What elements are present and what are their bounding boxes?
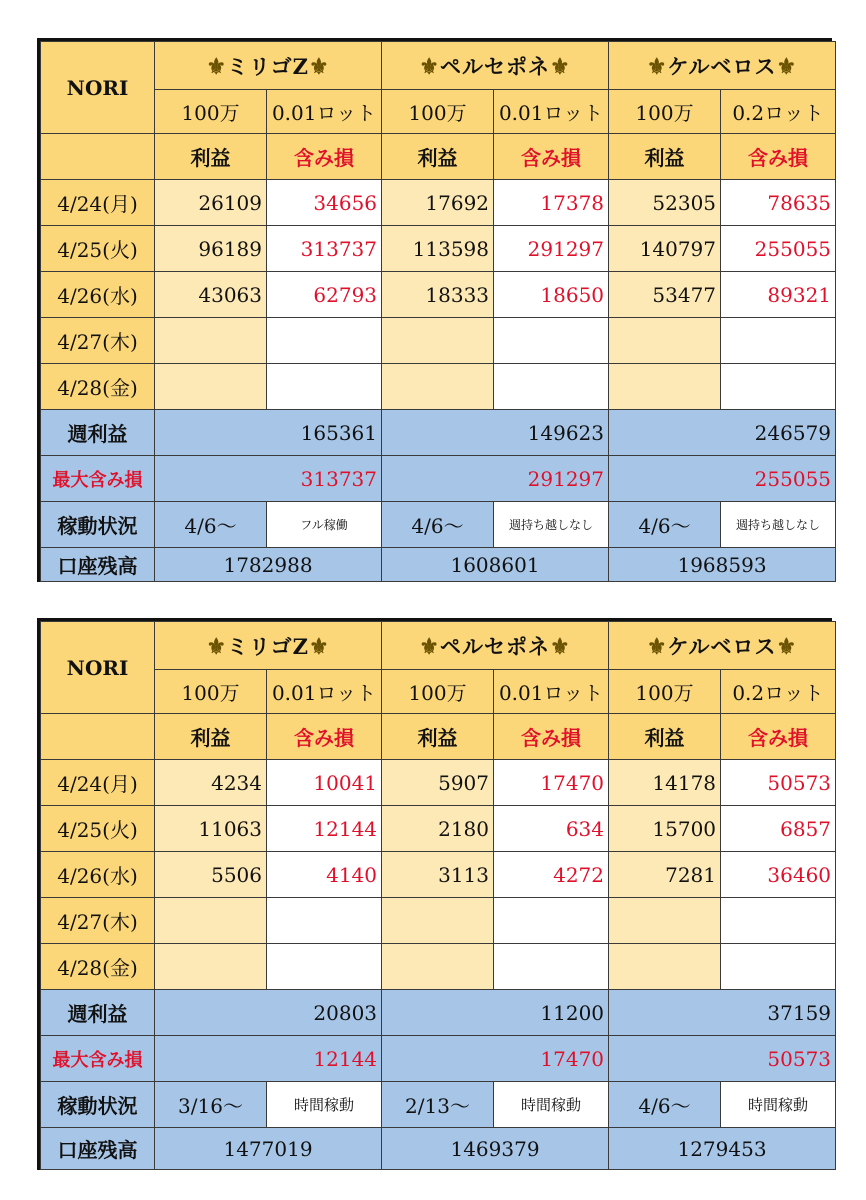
loss-cell: 34656 [267,180,382,226]
date-cell: 4/25(火) [41,226,155,272]
status-row [41,502,836,548]
date-cell: 4/28(金) [41,944,155,990]
status-since: 4/6～ [609,502,721,548]
profit-cell [609,944,721,990]
loss-cell [267,944,382,990]
loss-cell [494,898,609,944]
owner-label: NORI [41,622,155,714]
max-loss-label: 最大含み損 [41,1036,155,1082]
profit-cell [155,318,267,364]
date-cell: 4/27(木) [41,318,155,364]
status-since: 4/6～ [382,502,494,548]
status-note: 週持ち越しなし [721,502,836,548]
date-cell: 4/27(木) [41,898,155,944]
loss-cell [267,898,382,944]
status-since: 4/6～ [609,1082,721,1128]
sparkle-icon: ⚜ [646,53,668,80]
loss-cell: 17470 [494,760,609,806]
system-name-cell [382,42,609,90]
lot-cell: 0.01ロット [267,90,382,134]
loss-cell [267,318,382,364]
header-blank [41,134,155,180]
weekly-profit-label: 週利益 [41,410,155,456]
max-loss-label: 最大含み損 [41,456,155,502]
loss-cell: 17378 [494,180,609,226]
status-since: 2/13～ [382,1082,494,1128]
max-loss-row [41,456,836,502]
loss-header: 含み損 [721,134,836,180]
sparkle-icon: ⚜ [776,53,798,80]
date-cell: 4/26(水) [41,272,155,318]
table-row [41,364,836,410]
capital-cell: 100万 [382,670,494,714]
profit-header: 利益 [609,134,721,180]
balance-value: 1968593 [609,548,836,582]
sparkle-icon: ⚜ [550,53,571,80]
loss-cell: 62793 [267,272,382,318]
date-cell: 4/26(水) [41,852,155,898]
date-cell: 4/24(月) [41,180,155,226]
loss-cell: 4272 [494,852,609,898]
weekly-profit-row [41,410,836,456]
system-name: ミリゴZ [227,53,309,79]
profit-cell: 113598 [382,226,494,272]
loss-header: 含み損 [267,714,382,760]
profit-header: 利益 [609,714,721,760]
loss-header: 含み損 [494,134,609,180]
loss-header: 含み損 [494,714,609,760]
status-note: 時間稼動 [267,1082,382,1128]
loss-cell: 89321 [721,272,836,318]
lot-cell: 0.01ロット [494,670,609,714]
profit-cell [382,898,494,944]
capital-cell: 100万 [155,90,267,134]
profit-cell: 17692 [382,180,494,226]
lot-cell: 0.01ロット [494,90,609,134]
balance-row [41,548,836,582]
max-loss-row [41,1036,836,1082]
profit-cell [609,364,721,410]
loss-header: 含み損 [721,714,836,760]
profit-cell: 52305 [609,180,721,226]
table-row [41,944,836,990]
owner-label: NORI [41,42,155,134]
balance-value: 1469379 [382,1128,609,1170]
sparkle-icon: ⚜ [206,633,228,660]
loss-cell: 255055 [721,226,836,272]
loss-cell: 50573 [721,760,836,806]
system-name-cell [155,622,382,670]
capital-cell: 100万 [155,670,267,714]
max-loss-value: 291297 [382,456,609,502]
sparkle-icon: ⚜ [419,53,441,80]
profit-header: 利益 [155,134,267,180]
capital-cell: 100万 [609,90,721,134]
profit-cell [155,898,267,944]
system-name: ペルセポネ [440,633,551,659]
system-name: ケルベロス [667,633,777,659]
max-loss-value: 17470 [382,1036,609,1082]
loss-cell: 10041 [267,760,382,806]
loss-cell: 4140 [267,852,382,898]
balance-label: 口座残高 [41,1128,155,1170]
profit-cell [382,318,494,364]
system-name: ペルセポネ [440,53,551,79]
profit-header: 利益 [382,134,494,180]
profit-cell: 96189 [155,226,267,272]
status-label: 稼動状況 [41,1082,155,1128]
profit-cell [155,944,267,990]
profit-cell: 2180 [382,806,494,852]
profit-cell [609,898,721,944]
loss-cell [494,318,609,364]
loss-cell: 78635 [721,180,836,226]
loss-cell [494,364,609,410]
profit-cell: 14178 [609,760,721,806]
profit-cell [609,318,721,364]
system-name-cell [609,42,836,90]
table-row [41,180,836,226]
loss-cell: 36460 [721,852,836,898]
table-row [41,806,836,852]
profit-cell: 11063 [155,806,267,852]
status-note: 時間稼動 [494,1082,609,1128]
weekly-profit-label: 週利益 [41,990,155,1036]
loss-cell [721,944,836,990]
system-name: ミリゴZ [227,633,309,659]
loss-cell [721,364,836,410]
weekly-profit-value: 149623 [382,410,609,456]
balance-value: 1477019 [155,1128,382,1170]
profit-cell: 4234 [155,760,267,806]
capital-cell: 100万 [382,90,494,134]
weekly-profit-value: 246579 [609,410,836,456]
loss-cell [494,944,609,990]
loss-header: 含み損 [267,134,382,180]
profit-cell [155,364,267,410]
loss-cell: 12144 [267,806,382,852]
table-row [41,760,836,806]
status-label: 稼動状況 [41,502,155,548]
status-note: 週持ち越しなし [494,502,609,548]
results-table-2 [37,618,832,1170]
loss-cell [721,898,836,944]
profit-cell: 26109 [155,180,267,226]
profit-cell: 140797 [609,226,721,272]
sparkle-icon: ⚜ [206,53,228,80]
sparkle-icon: ⚜ [646,633,668,660]
profit-header: 利益 [382,714,494,760]
balance-row [41,1128,836,1170]
weekly-profit-value: 165361 [155,410,382,456]
system-name-cell [609,622,836,670]
profit-cell: 53477 [609,272,721,318]
sparkle-icon: ⚜ [550,633,571,660]
balance-value: 1279453 [609,1128,836,1170]
loss-cell: 18650 [494,272,609,318]
profit-cell: 18333 [382,272,494,318]
weekly-profit-row [41,990,836,1036]
sparkle-icon: ⚜ [308,633,330,660]
profit-cell: 5907 [382,760,494,806]
profit-cell: 43063 [155,272,267,318]
capital-cell: 100万 [609,670,721,714]
profit-cell [382,364,494,410]
profit-cell [382,944,494,990]
weekly-profit-value: 20803 [155,990,382,1036]
balance-label: 口座残高 [41,548,155,582]
status-row [41,1082,836,1128]
date-cell: 4/28(金) [41,364,155,410]
profit-cell: 5506 [155,852,267,898]
table-row [41,272,836,318]
profit-cell: 3113 [382,852,494,898]
status-since: 4/6～ [155,502,267,548]
lot-cell: 0.01ロット [267,670,382,714]
loss-cell: 313737 [267,226,382,272]
date-cell: 4/24(月) [41,760,155,806]
sparkle-icon: ⚜ [419,633,441,660]
profit-cell: 7281 [609,852,721,898]
status-note: 時間稼動 [721,1082,836,1128]
table-row [41,898,836,944]
loss-cell: 291297 [494,226,609,272]
loss-cell: 6857 [721,806,836,852]
lot-cell: 0.2ロット [721,90,836,134]
results-table-1 [37,38,832,582]
header-blank [41,714,155,760]
sparkle-icon: ⚜ [308,53,330,80]
loss-cell: 634 [494,806,609,852]
max-loss-value: 12144 [155,1036,382,1082]
max-loss-value: 313737 [155,456,382,502]
table-row [41,852,836,898]
balance-value: 1608601 [382,548,609,582]
weekly-profit-value: 11200 [382,990,609,1036]
max-loss-value: 255055 [609,456,836,502]
system-name-cell [382,622,609,670]
loss-cell [721,318,836,364]
table-row [41,226,836,272]
lot-cell: 0.2ロット [721,670,836,714]
table-row [41,318,836,364]
max-loss-value: 50573 [609,1036,836,1082]
weekly-profit-value: 37159 [609,990,836,1036]
system-name-cell [155,42,382,90]
date-cell: 4/25(火) [41,806,155,852]
profit-cell: 15700 [609,806,721,852]
status-note: フル稼働 [267,502,382,548]
system-name: ケルベロス [667,53,777,79]
status-since: 3/16～ [155,1082,267,1128]
loss-cell [267,364,382,410]
profit-header: 利益 [155,714,267,760]
sparkle-icon: ⚜ [776,633,798,660]
balance-value: 1782988 [155,548,382,582]
